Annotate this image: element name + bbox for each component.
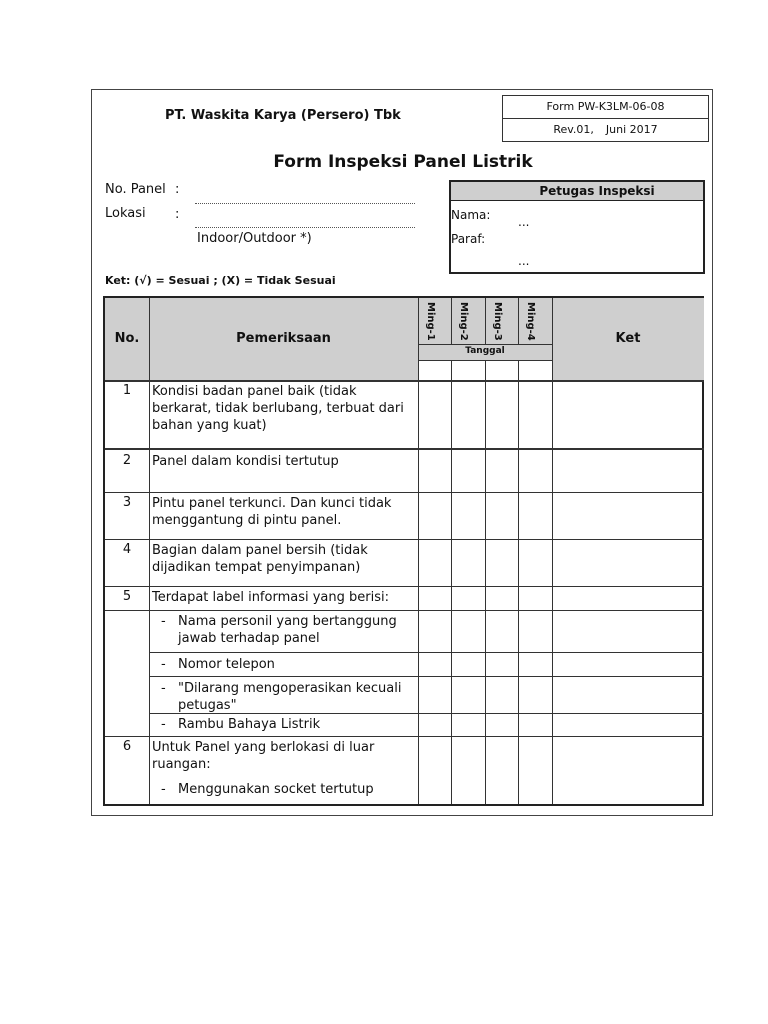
ming-1-header: Ming-1	[425, 302, 436, 341]
form-title: Form Inspeksi Panel Listrik	[273, 152, 533, 172]
row-3-no: 3	[122, 495, 132, 510]
revision: Rev.01,	[553, 123, 594, 136]
row-6a-text: Menggunakan socket tertutup	[178, 782, 374, 797]
inspection-table	[103, 296, 704, 806]
ming-4-header: Ming-4	[525, 302, 536, 341]
revision-line	[503, 119, 708, 141]
row-5a-dash: -	[161, 614, 166, 629]
paraf-label: Paraf:	[451, 232, 486, 246]
form-code-box	[502, 95, 709, 142]
nama-field[interactable]: ...	[518, 215, 530, 229]
row-1-no: 1	[122, 383, 132, 398]
row-2-no: 2	[122, 453, 132, 468]
petugas-inspeksi-box	[449, 180, 705, 274]
row-5d-text: Rambu Bahaya Listrik	[178, 717, 321, 732]
indoor-outdoor-option: Indoor/Outdoor *)	[197, 231, 312, 246]
lokasi-label: Lokasi	[105, 206, 146, 221]
no-panel-label: No. Panel	[105, 182, 166, 197]
lokasi-field[interactable]	[195, 227, 415, 228]
lokasi-colon: :	[175, 207, 180, 222]
company-name: PT. Waskita Karya (Persero) Tbk	[165, 108, 401, 123]
no-panel-field[interactable]	[195, 203, 415, 204]
form-page	[91, 89, 713, 816]
tanggal-header: Tanggal	[465, 346, 505, 356]
row-6-no: 6	[122, 739, 132, 754]
legend-text: Ket: (√) = Sesuai ; (X) = Tidak Sesuai	[105, 274, 336, 287]
petugas-title: Petugas Inspeksi	[451, 182, 703, 201]
row-4-no: 4	[122, 542, 132, 557]
row-6-text: Untuk Panel yang berlokasi di luar ruangan:	[152, 740, 375, 772]
revision-date: Juni 2017	[605, 123, 658, 136]
paraf-field[interactable]: ...	[518, 254, 530, 268]
row-3-text: Pintu panel terkunci. Dan kunci tidak menggantung di pintu panel.	[152, 496, 392, 528]
row-5a-text: Nama personil yang bertanggung jawab terhadap panel	[178, 614, 397, 646]
row-5b-dash: -	[161, 657, 166, 672]
row-2-text: Panel dalam kondisi tertutup	[152, 454, 339, 469]
row-5-text: Terdapat label informasi yang berisi:	[152, 590, 389, 605]
row-6a-dash: -	[161, 782, 166, 797]
row-5d-dash: -	[161, 717, 166, 732]
no-panel-colon: :	[175, 182, 180, 197]
row-5-no: 5	[122, 589, 132, 604]
row-1-text: Kondisi badan panel baik (tidak berkarat, tidak berlubang, terbuat dari bahan yang kuat)	[152, 384, 404, 433]
row-5b-text: Nomor telepon	[178, 657, 275, 672]
ming-2-header: Ming-2	[458, 302, 469, 341]
row-5c-dash: -	[161, 681, 166, 696]
col-pemeriksaan-header: Pemeriksaan	[236, 331, 331, 346]
col-ket-header: Ket	[615, 331, 641, 346]
nama-label: Nama:	[451, 208, 491, 222]
row-4-text: Bagian dalam panel bersih (tidak dijadikan tempat penyimpanan)	[152, 543, 368, 575]
col-no-header: No.	[114, 331, 140, 346]
form-code: Form PW-K3LM-06-08	[503, 96, 708, 119]
row-5c-text: "Dilarang mengoperasikan kecuali petugas"	[178, 681, 402, 713]
ming-3-header: Ming-3	[492, 302, 503, 341]
